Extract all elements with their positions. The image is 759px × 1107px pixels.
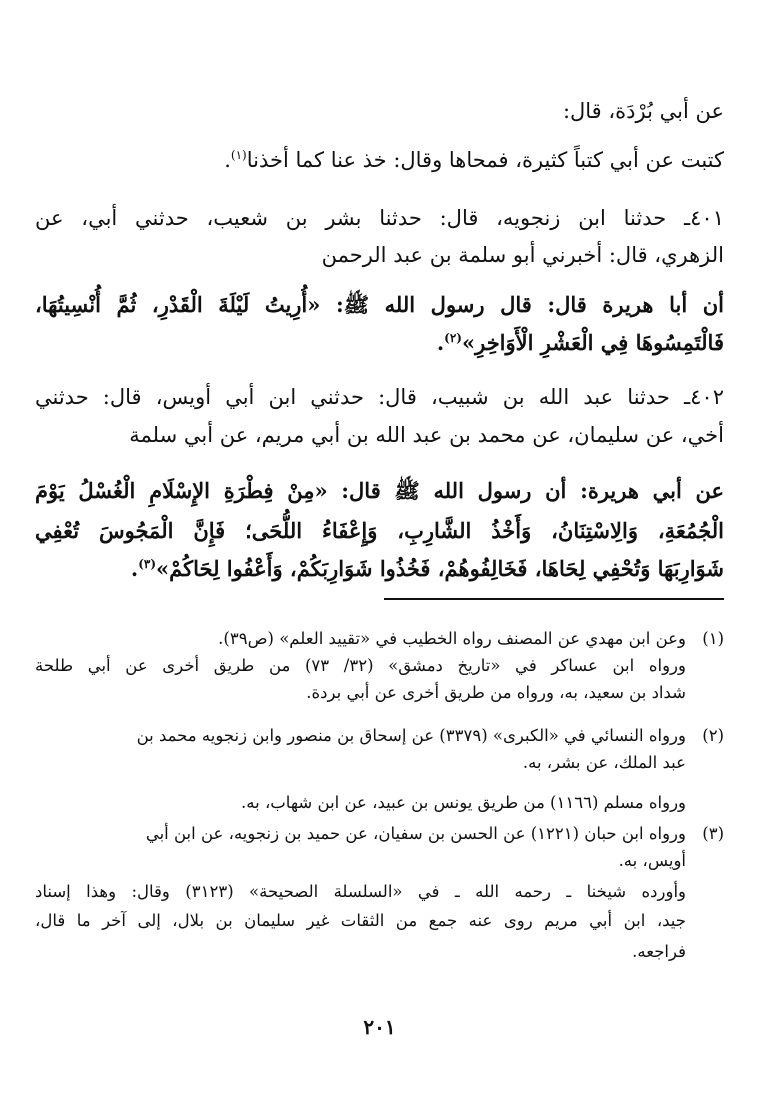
footnote-2-line-1 [35,722,724,749]
hadith-401-line-2: الزهري، قال: أخبرني أبو سلمة بن عبد الرحمن [321,243,724,267]
footnote-1-text-1: وعن ابن مهدي عن المصنف رواه الخطيب في «تقييد العلم» (ص٣٩). [218,629,686,648]
footnote-3-line-3: وأورده شيخنا ـ رحمه الله ـ في «السلسلة الصحيحة» (٣١٢٣) وقال: وهذا إسناد [35,882,686,901]
footnote-ref-1: (١) [230,148,247,162]
hadith-402-line-5-end: . [130,556,139,581]
footnote-1-line-2: ورواه ابن عساكر في «تاريخ دمشق» (٣٢/ ٧٣) من طريق أخرى عن أبي طلحة [35,656,686,675]
footnote-3-number: (٣) [702,824,724,843]
footnote-3-line-1 [35,820,724,847]
body-line-2 [35,145,724,175]
footnote-2-number: (٢) [702,726,724,745]
hadith-401-line-4-end: . [436,330,445,355]
hadith-402-line-1: ٤٠٢ـ حدثنا عبد الله بن شبيب، قال: حدثني ابن أبي أويس، قال: حدثني [35,385,724,409]
footnote-3-line-2: أويس، به. [618,851,686,870]
hadith-402-line-5-text: شَوَارِبَهَا وَتُحْفِي لِحَاهَا، فَخَالِفُوهُمْ، فَخُذُوا شَوَارِبَكُمْ، وَأَعْفُوا لِحَاكُمْ» [156,556,724,581]
footnote-1-line-3: شداد بن سعيد، به، ورواه من طريق أخرى عن أبي بردة. [306,683,686,702]
hadith-402-line-2: أخي، عن سليمان، عن محمد بن عبد الله بن أبي مريم، عن أبي سلمة [129,423,724,447]
footnote-1-number: (١) [702,629,724,648]
footnote-ref-2: (٢) [444,331,462,345]
hadith-402-line-3: عن أبي هريرة: أن رسول الله ﷺ قال: «مِنْ فِطْرَةِ الإِسْلَامِ الْغُسْلُ يَوْمَ [35,478,724,503]
body-line-2-text: كتبت عن أبي كتباً كثيرة، فمحاها وقال: خذ عنا كما أخذنا [246,148,724,172]
footnote-2-line-3: ورواه مسلم (١١٦٦) من طريق يونس بن عبيد، عن ابن شهاب، به. [241,793,686,812]
footnote-3-line-4: جيد، ابن أبي مريم روى عنه جمع من الثقات غير سليمان بن بلال، إلى آخر ما قال، [35,911,686,930]
hadith-401-line-4 [35,328,724,358]
hadith-402-line-4: الْجُمُعَةِ، وَالِاسْتِنَانُ، وَأَخْذُ الشَّارِبِ، وَإِعْفَاءُ اللُّحَى؛ فَإِنَّ الْمَجُوسَ تُعْفِي [35,518,724,543]
footnote-3-line-5: فراجعه. [632,942,686,961]
hadith-402-line-5 [35,554,724,584]
footnote-1-line-1 [35,625,724,652]
footnote-separator [384,598,724,600]
footnote-2-line-2: عبد الملك، عن بشر، به. [522,753,686,772]
body-line-1: عن أبي بُرْدَة، قال: [562,99,724,123]
body-line-2-end: . [224,148,231,172]
hadith-401-line-1: ٤٠١ـ حدثنا ابن زنجويه، قال: حدثنا بشر بن شعيب، حدثني أبي، عن [35,206,724,230]
hadith-401-line-4-text: فَالْتَمِسُوهَا فِي الْعَشْرِ الْأَوَاخِرِ» [461,330,724,355]
footnote-3-text-1: ورواه ابن حبان (١٢٢١) عن الحسن بن سفيان، عن حميد بن زنجويه، عن ابن أبي [145,824,686,843]
footnote-ref-3: (٣) [138,557,157,571]
hadith-401-line-3: أن أبا هريرة قال: قال رسول الله ﷺ: «أُرِيتُ لَيْلَةَ الْقَدْرِ، ثُمَّ أُنْسِيتُهَا، [35,292,724,317]
footnote-2-text-1: ورواه النسائي في «الكبرى» (٣٣٧٩) عن إسحاق بن منصور وابن زنجويه محمد بن [136,726,686,745]
page-number: ٢٠١ [363,1015,396,1039]
